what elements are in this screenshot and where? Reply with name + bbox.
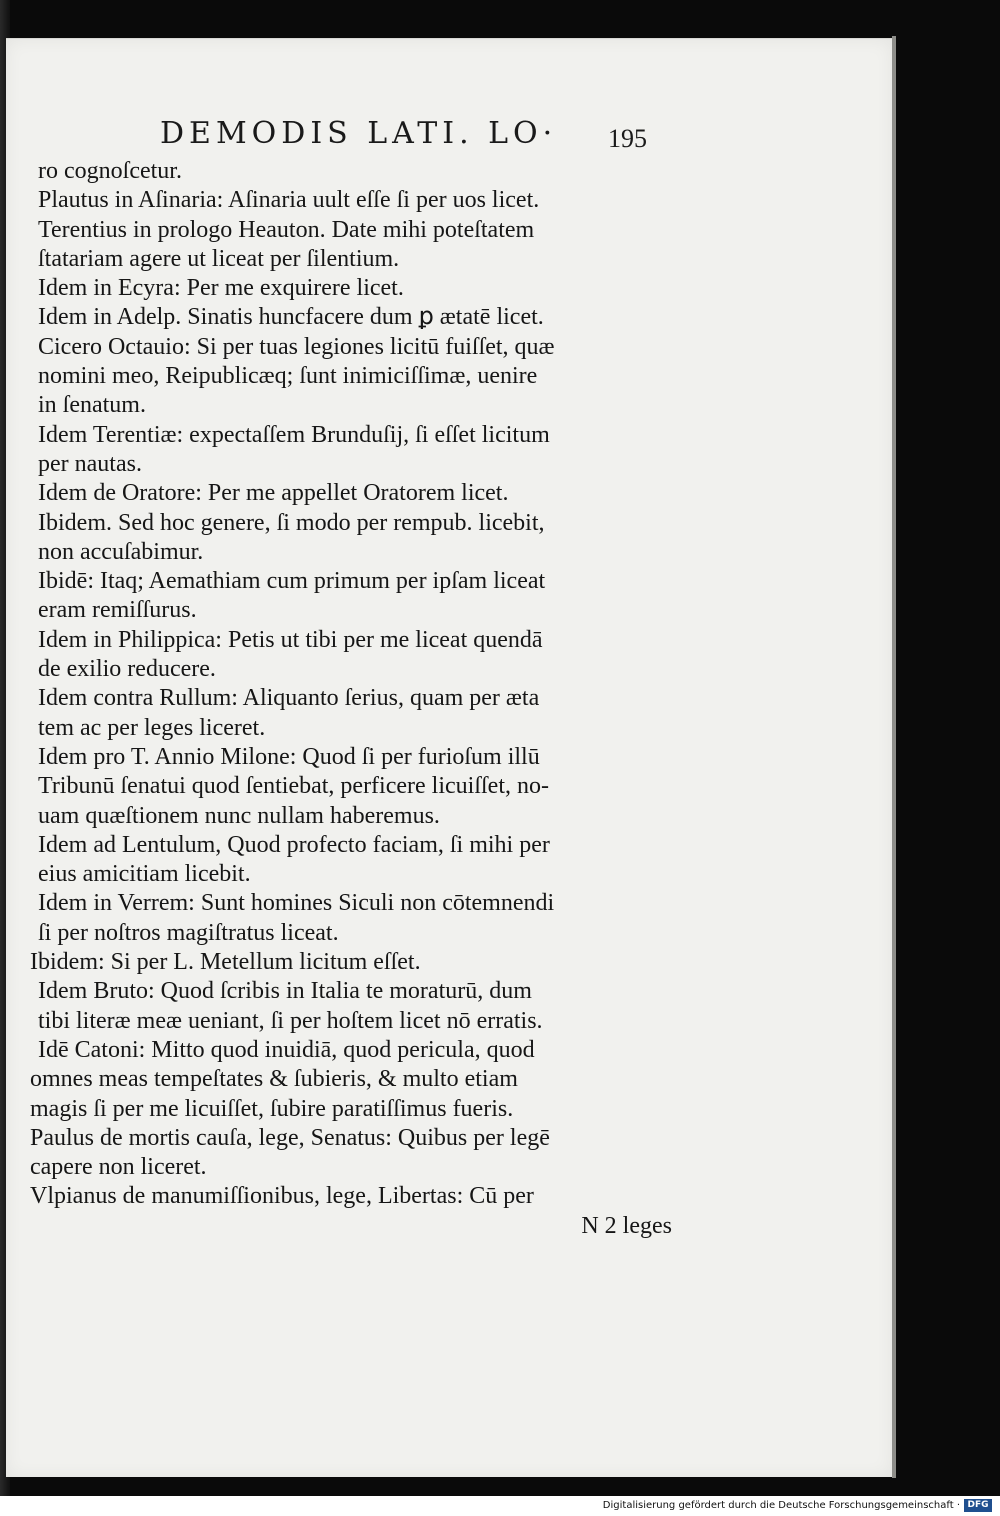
text-block [30, 157, 680, 1241]
text-line: per nautas. [38, 450, 142, 477]
text-line: magis ſi per me licuiſſet, ſubire paratiſſimus fueris. [30, 1095, 514, 1122]
text-line: Idem contra Rullum: Aliquanto ſerius, quam per æta [38, 685, 540, 712]
catchword: N 2 leges [581, 1212, 672, 1239]
text-line: tibi literæ meæ ueniant, ſi per hoſtem licet nō erratis. [38, 1007, 543, 1034]
dfg-logo: DFG [964, 1499, 992, 1512]
text-line: Paulus de mortis cauſa, lege, Senatus: Quibus per legē [30, 1124, 550, 1151]
text-line: Ibidē: Itaq; Aemathiam cum primum per ipſam liceat [38, 568, 546, 595]
text-line: de exilio reducere. [38, 656, 216, 683]
text-line: Idem ad Lentulum, Quod profecto faciam, ſi mihi per [38, 831, 550, 858]
text-line: non accuſabimur. [38, 538, 204, 565]
text-line: ſi per noſtros magiſtratus liceat. [38, 919, 339, 946]
text-line: eius amicitiam licebit. [38, 861, 251, 888]
text-line: eram remiſſurus. [38, 597, 197, 624]
text-line: Idē Catoni: Mitto quod inuidiā, quod pericula, quod [38, 1036, 535, 1063]
funding-credit: Digitalisierung gefördert durch die Deutsche Forschungsgemeinschaft · [602, 1500, 960, 1511]
text-line: Idem Bruto: Quod ſcribis in Italia te moraturū, dum [38, 978, 532, 1005]
text-line: uam quæſtionem nunc nullam haberemus. [38, 802, 440, 829]
footer-bar [0, 1496, 1000, 1516]
text-line: Idem Terentiæ: expectaſſem Brunduſij, ſi eſſet licitum [38, 421, 550, 448]
text-line: Idem in Philippica: Petis ut tibi per me liceat quendā [38, 626, 543, 653]
text-line: Plautus in Aſinaria: Aſinaria uult eſſe ſi per uos licet. [38, 187, 540, 214]
text-line: capere non liceret. [30, 1154, 207, 1181]
page-edge [892, 36, 896, 1478]
text-line: Idem de Oratore: Per me appellet Oratorem licet. [38, 480, 509, 507]
text-line: tem ac per leges liceret. [38, 714, 266, 741]
text-line: ro cognoſcetur. [38, 158, 182, 184]
text-line: Cicero Octauio: Si per tuas legiones licitū fuiſſet, quæ [38, 333, 555, 360]
text-line: nomini meo, Reipublicæq; ſunt inimiciſſimæ, uenire [38, 363, 538, 390]
text-line: Terentius in prologo Heauton. Date mihi poteſtatem [38, 216, 535, 243]
text-line: Idem in Adelp. Sinatis huncfacere dum ꝑ ætatē licet. [38, 304, 544, 331]
running-head: DEMODIS LATI. LO· [160, 116, 558, 151]
text-line: Idem in Verrem: Sunt homines Siculi non cōtemnendi [38, 890, 555, 917]
page-number: 195 [608, 124, 647, 153]
text-line: ſtatariam agere ut liceat per ſilentium. [38, 245, 400, 272]
text-line: omnes meas tempeſtates & ſubieris, & multo etiam [30, 1066, 518, 1093]
text-line: Idem pro T. Annio Milone: Quod ſi per furioſum illū [38, 743, 540, 770]
text-line: in ſenatum. [38, 392, 146, 419]
text-line: Ibidem: Si per L. Metellum licitum eſſet. [30, 949, 421, 976]
text-line: Vlpianus de manumiſſionibus, lege, Libertas: Cū per [30, 1183, 534, 1210]
page-header [108, 116, 668, 156]
text-line: Idem in Ecyra: Per me exquirere licet. [38, 275, 404, 302]
text-line: Tribunū ſenatui quod ſentiebat, perficere licuiſſet, no- [38, 773, 549, 800]
text-line: Ibidem. Sed hoc genere, ſi modo per rempub. licebit, [38, 509, 545, 536]
